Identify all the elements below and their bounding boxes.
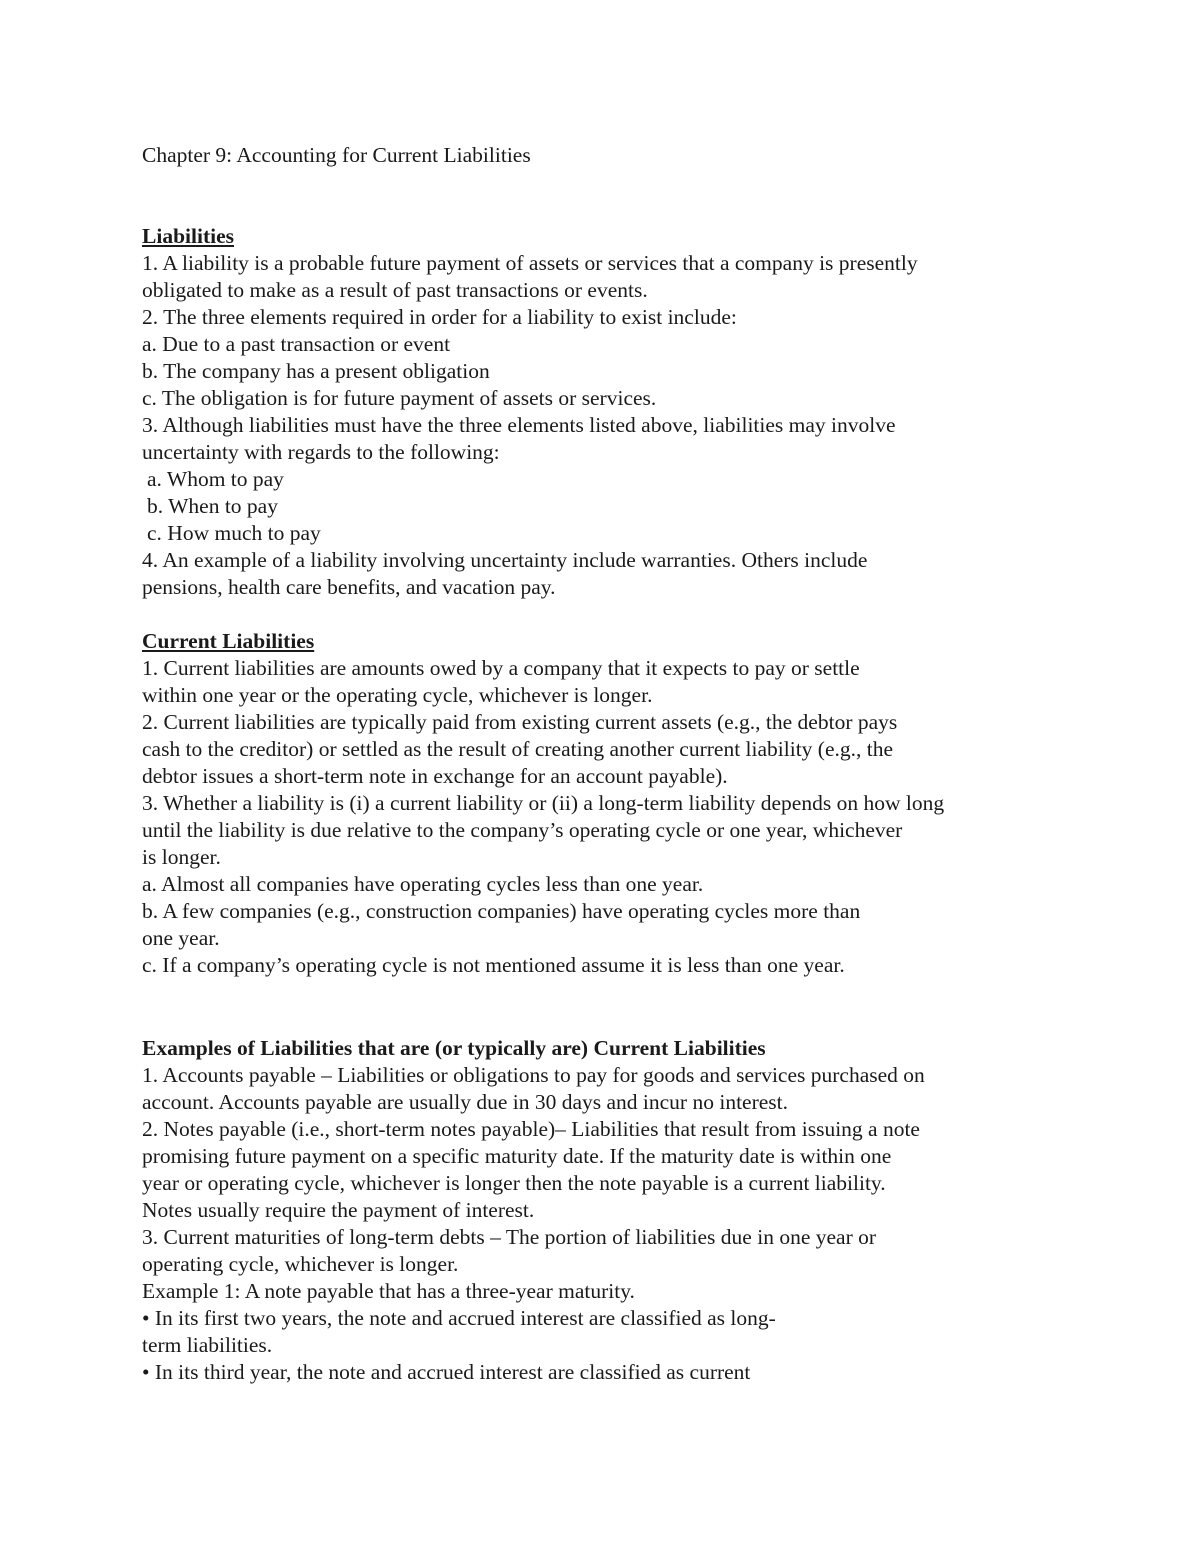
- paragraph-line: account. Accounts payable are usually due in 30 days and incur no interest.: [142, 1090, 788, 1114]
- paragraph-line: 3. Although liabilities must have the three elements listed above, liabilities may involve: [142, 413, 896, 437]
- paragraph-line: c. The obligation is for future payment of assets or services.: [142, 386, 657, 410]
- section-heading-liabilities: Liabilities: [142, 224, 234, 248]
- paragraph-line: cash to the creditor) or settled as the result of creating another current liability (e.g., the: [142, 737, 894, 761]
- paragraph-line: 1. Accounts payable – Liabilities or obligations to pay for goods and services purchased on: [142, 1063, 925, 1087]
- paragraph-line: Example 1: A note payable that has a three-year maturity.: [142, 1279, 635, 1303]
- spacer: [142, 979, 1042, 1033]
- paragraph-line: 4. An example of a liability involving uncertainty include warranties. Others include: [142, 548, 868, 572]
- paragraph-line: Notes usually require the payment of interest.: [142, 1198, 535, 1222]
- paragraph-line: 1. A liability is a probable future payment of assets or services that a company is presently: [142, 251, 918, 275]
- spacer: [142, 601, 1042, 628]
- paragraph-line: a. Due to a past transaction or event: [142, 332, 451, 356]
- spacer: [142, 169, 1042, 223]
- paragraph-line: c. If a company’s operating cycle is not mentioned assume it is less than one year.: [142, 953, 845, 977]
- paragraph-line: b. When to pay: [147, 494, 278, 518]
- paragraph-line: a. Almost all companies have operating cycles less than one year.: [142, 872, 704, 896]
- paragraph-line: is longer.: [142, 845, 221, 869]
- paragraph-line: year or operating cycle, whichever is longer then the note payable is a current liability.: [142, 1171, 886, 1195]
- paragraph-line: b. A few companies (e.g., construction companies) have operating cycles more than: [142, 899, 861, 923]
- paragraph-line: operating cycle, whichever is longer.: [142, 1252, 459, 1276]
- paragraph-line: 1. Current liabilities are amounts owed by a company that it expects to pay or settle: [142, 656, 860, 680]
- paragraph-line: 2. Notes payable (i.e., short-term notes payable)– Liabilities that result from issuing a note: [142, 1117, 920, 1141]
- paragraph-line: uncertainty with regards to the following:: [142, 440, 500, 464]
- paragraph-line: 2. The three elements required in order for a liability to exist include:: [142, 305, 737, 329]
- paragraph-line: until the liability is due relative to the company’s operating cycle or one year, whichever: [142, 818, 903, 842]
- paragraph-line: 3. Current maturities of long-term debts – The portion of liabilities due in one year or: [142, 1225, 877, 1249]
- paragraph-line: one year.: [142, 926, 220, 950]
- paragraph-line: • In its first two years, the note and accrued interest are classified as long-: [142, 1306, 776, 1330]
- paragraph-line: pensions, health care benefits, and vacation pay.: [142, 575, 556, 599]
- paragraph-line: 2. Current liabilities are typically paid from existing current assets (e.g., the debtor pays: [142, 710, 898, 734]
- document-body: [142, 142, 1042, 1386]
- paragraph-line: promising future payment on a specific maturity date. If the maturity date is within one: [142, 1144, 892, 1168]
- paragraph-line: c. How much to pay: [147, 521, 321, 545]
- paragraph-line: within one year or the operating cycle, whichever is longer.: [142, 683, 653, 707]
- section-heading-examples: Examples of Liabilities that are (or typically are) Current Liabilities: [142, 1036, 766, 1060]
- paragraph-line: • In its third year, the note and accrued interest are classified as current: [142, 1360, 751, 1384]
- section-heading-current-liabilities: Current Liabilities: [142, 629, 315, 653]
- paragraph-line: obligated to make as a result of past transactions or events.: [142, 278, 648, 302]
- paragraph-line: a. Whom to pay: [147, 467, 284, 491]
- page-title: Chapter 9: Accounting for Current Liabilities: [142, 143, 531, 167]
- paragraph-line: debtor issues a short-term note in exchange for an account payable).: [142, 764, 728, 788]
- paragraph-line: term liabilities.: [142, 1333, 273, 1357]
- paragraph-line: b. The company has a present obligation: [142, 359, 490, 383]
- paragraph-line: 3. Whether a liability is (i) a current liability or (ii) a long-term liability depends on how long: [142, 791, 945, 815]
